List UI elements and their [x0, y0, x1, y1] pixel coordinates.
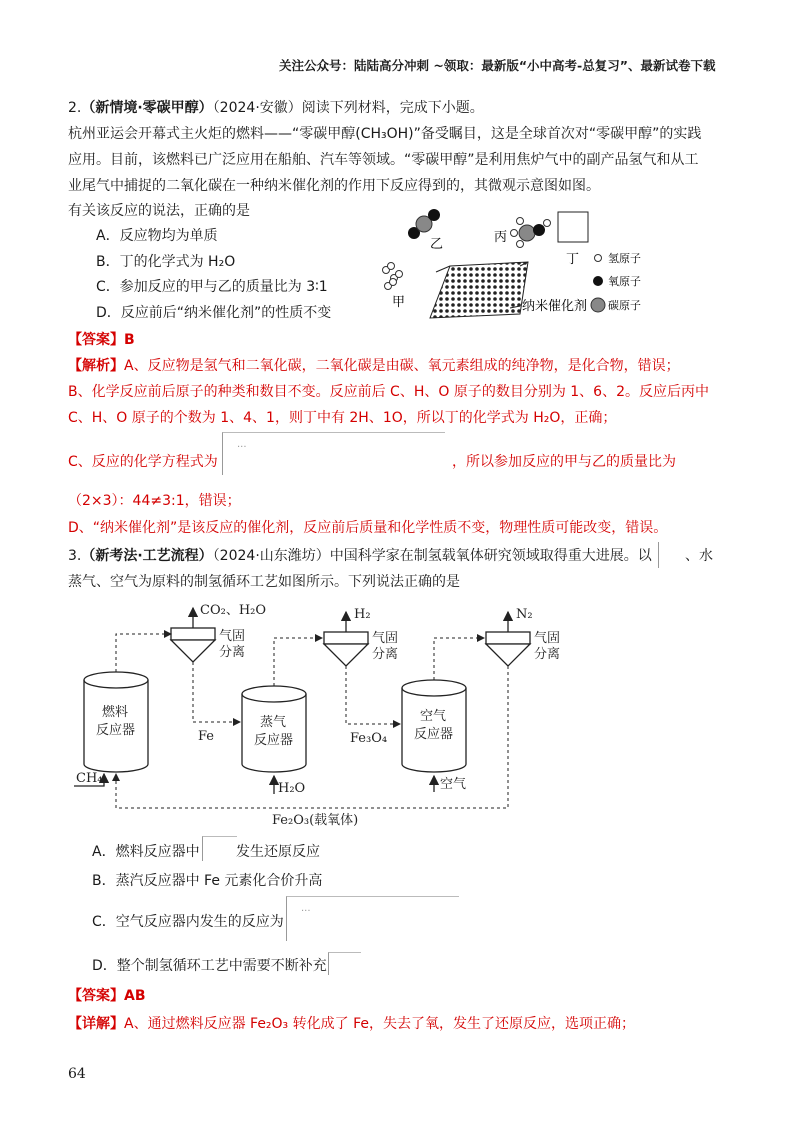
page-number: 64 [68, 1066, 86, 1082]
q3-intro-b: 、水 [685, 548, 713, 564]
q3-option-d-pre: D．整个制氢循环工艺中需要不断补充 [92, 958, 327, 974]
q2-answer-label: 【答案】 [68, 332, 124, 348]
fuel-reactor-shape [84, 672, 148, 772]
air-reactor-shape [402, 680, 466, 772]
q2-para3: 业尾气中捕捉的二氧化碳在一种纳米催化剂的作用下反应得到的，其微观示意图如图。 [68, 178, 600, 194]
q3-intro-c: 蒸气、空气为原料的制氢循环工艺如图所示。下列说法正确的是 [68, 574, 460, 590]
q3-process-diagram [66, 596, 566, 828]
page-header: 关注公众号：陆陆高分冲刺 ~领取：最新版“小中高考-总复习”、最新试卷下载 [279, 58, 716, 73]
ding-box [558, 212, 588, 242]
q2-analysis-a-text: A、反应物是氢气和二氧化碳，二氧化碳是由碳、氧元素组成的纯净物，是化合物，错误； [124, 358, 680, 374]
q3-answer [68, 986, 146, 1006]
q2-intro: 阅读下列材料，完成下小题。 [301, 100, 484, 116]
q3-option-a-post: 发生还原反应 [236, 844, 320, 860]
label-fe2o3: Fe₂O₃(载氧体) [272, 813, 359, 828]
legend-h: 氢原子 [608, 252, 641, 265]
q3-option-b: B．蒸汽反应器中 Fe 元素化合价升高 [92, 873, 323, 889]
q2-analysis-c-cont: （2×3）：44≠3:1，错误； [68, 493, 241, 509]
q3-detail-label: 【详解】 [68, 1016, 124, 1032]
q2-formula-ellipsis: ··· [237, 442, 247, 453]
label-jia: 甲 [392, 295, 406, 310]
legend-c-marker [591, 298, 605, 312]
label-sep1: 气固 [219, 629, 246, 644]
q3-formula-ellipsis: ··· [301, 906, 311, 917]
label-sep2: 气固 [372, 631, 399, 646]
q2-tag: （新情境·零碳甲醇） [81, 100, 213, 116]
label-fuel-reactor-a: 燃料 [102, 705, 129, 720]
q2-option-c: C．参加反应的甲与乙的质量比为 3∶1 [96, 279, 328, 295]
q3-source: （2024·山东潍坊） [212, 548, 330, 564]
q2-analysis-c-pre: C、反应的化学方程式为 [68, 454, 218, 470]
q2-option-b: B．丁的化学式为 H₂O [96, 254, 236, 270]
q2-answer [68, 330, 135, 350]
q2-option-a: A．反应物均为单质 [96, 228, 218, 244]
legend-c: 碳原子 [608, 299, 641, 312]
co2-molecule [408, 209, 440, 239]
q3-detail-text: A、通过燃料反应器 Fe₂O₃ 转化成了 Fe，失去了氧，发生了还原反应，选项正确； [124, 1016, 635, 1032]
q2-analysis-d: D、“纳米催化剂”是该反应的催化剂，反应前后质量和化学性质不变，物理性质可能改变，错误。 [68, 520, 668, 536]
q2-answer-value: B [124, 332, 135, 348]
q3-option-a-formula [202, 836, 237, 861]
q2-para2: 应用。目前，该燃料已广泛应用在船舶、汽车等领域。“零碳甲醇”是利用焦炉气中的副产品氢气和从工 [68, 152, 699, 168]
q3-detail [68, 1014, 635, 1034]
q3-intro-formula-placeholder [658, 542, 673, 568]
label-fe3o4: Fe₃O₄ [350, 731, 388, 746]
q3-option-c-pre: C．空气反应器内发生的反应为 [92, 914, 284, 930]
q2-source: （2024·安徽） [212, 100, 302, 116]
q2-heading [68, 98, 484, 118]
q2-analysis-a [68, 356, 680, 376]
legend-o: 氧原子 [608, 275, 641, 288]
legend-h-marker [595, 255, 602, 262]
label-steam-reactor-b: 反应器 [254, 733, 294, 748]
catalyst-plate [430, 262, 528, 318]
label-sep3: 气固 [534, 631, 561, 646]
label-ding: 丁 [566, 252, 580, 267]
label-bing: 丙 [494, 230, 508, 245]
label-co2-h2o: CO₂、H₂O [200, 603, 267, 618]
q2-analysis-b: B、化学反应前后原子的种类和数目不变。反应前后 C、H、O 原子的数目分别为 1、6、2。反应后丙中 [68, 384, 709, 400]
label-n2: N₂ [516, 607, 533, 622]
label-ch4: CH₄ [76, 771, 103, 786]
label-sep3b: 分离 [534, 647, 561, 662]
label-fuel-reactor-b: 反应器 [96, 723, 136, 738]
label-fe: Fe [198, 729, 215, 744]
label-catalyst: 纳米催化剂 [522, 299, 588, 314]
q3-tag: （新考法·工艺流程） [81, 548, 213, 564]
label-h2o: H₂O [278, 781, 306, 796]
label-sep1b: 分离 [219, 645, 246, 660]
q3-intro-a: 中国科学家在制氢载氧体研究领域取得重大进展。以 [329, 548, 652, 564]
q3-option-a-pre: A．燃料反应器中 [92, 844, 200, 860]
q3-option-c-formula [286, 896, 459, 941]
label-h2: H₂ [354, 607, 371, 622]
q2-number: 2. [68, 100, 82, 116]
q2-stem: 有关该反应的说法，正确的是 [68, 203, 250, 219]
label-steam-reactor-a: 蒸气 [260, 715, 287, 730]
q3-answer-label: 【答案】 [68, 988, 124, 1004]
q2-micro-diagram [372, 206, 672, 326]
label-air-reactor-b: 反应器 [414, 727, 454, 742]
label-air: 空气 [440, 777, 467, 792]
q2-analysis-c-post: ，所以参加反应的甲与乙的质量比为 [452, 454, 676, 470]
label-yi: 乙 [430, 237, 444, 252]
q3-number: 3. [68, 548, 82, 564]
label-air-reactor-a: 空气 [420, 709, 447, 724]
q2-formula-placeholder [222, 432, 445, 475]
q2-para1: 杭州亚运会开幕式主火炬的燃料——“零碳甲醇(CH₃OH)”备受瞩目，这是全球首次对“零碳甲醇”的实践 [68, 126, 702, 142]
q2-option-d: D．反应前后“纳米催化剂”的性质不变 [96, 305, 332, 321]
q2-analysis-label: 【解析】 [68, 358, 124, 374]
q3-option-d-formula [328, 952, 361, 975]
methanol-molecule [511, 218, 551, 248]
h2-molecules [383, 263, 403, 290]
q3-heading [68, 546, 652, 566]
q3-answer-value: AB [124, 988, 146, 1004]
q2-analysis-b2: C、H、O 原子的个数为 1、4、1，则丁中有 2H、1O，所以丁的化学式为 H₂O，正确； [68, 410, 617, 426]
label-sep2b: 分离 [372, 647, 399, 662]
legend-o-marker [593, 276, 603, 286]
